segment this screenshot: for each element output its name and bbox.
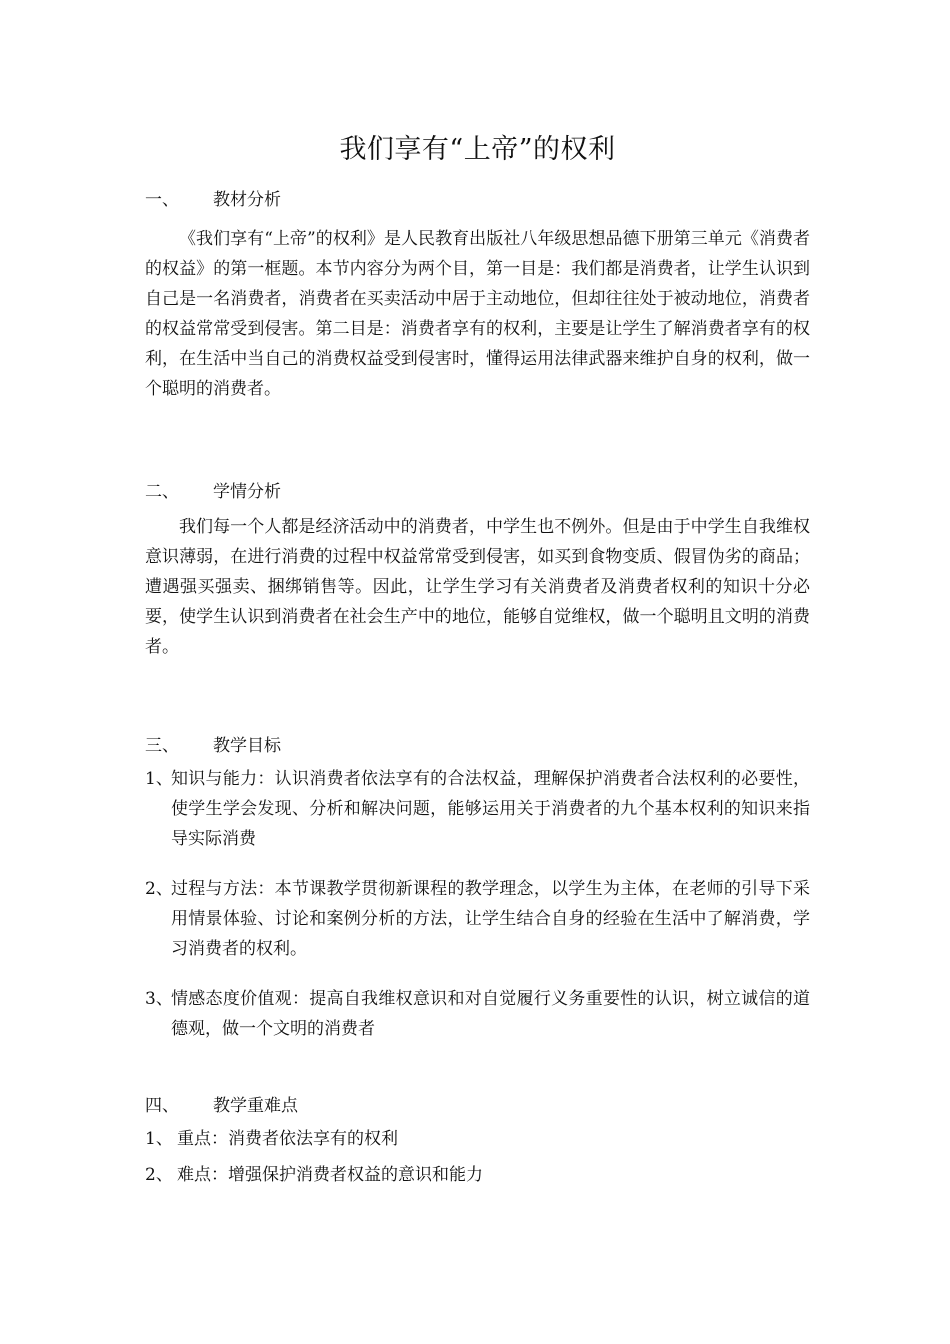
section-heading-3: [145, 734, 281, 758]
document-title: 我们享有“上帝”的权利: [339, 134, 616, 165]
list-item-text: 重点：消费者依法享有的权利: [177, 1129, 398, 1149]
section-paragraph-2: 我们每一个人都是经济活动中的消费者，中学生也不例外。但是由于中学生自我维权意识薄弱，在进行消费的过程中权益常常受到侵害，如买到食物变质、假冒伪劣的商品；遭遇强买强卖、捆绑销售等。因此，让学生学习有关消费者及消费者权利的知识十分必要，使学生认识到消费者在社会生产中的地位，能够自觉维权，做一个聪明且文明的消费者。: [145, 517, 810, 657]
list-item: [145, 764, 810, 854]
section-number: 一、: [145, 190, 179, 210]
list-item: [145, 984, 810, 1044]
list-marker: 2、: [145, 879, 173, 899]
list-marker: 1、: [145, 1129, 173, 1149]
section-title: 教学重难点: [213, 1096, 298, 1116]
section-number: 三、: [145, 736, 179, 756]
section-heading-4: [145, 1094, 298, 1118]
list-marker: 2、: [145, 1165, 173, 1185]
list-item: [145, 1124, 810, 1154]
section-number: 二、: [145, 482, 179, 502]
list-item-text: 知识与能力：认识消费者依法享有的合法权益，理解保护消费者合法权利的必要性，使学生学会发现、分析和解决问题，能够运用关于消费者的九个基本权利的知识来指导实际消费: [171, 769, 810, 849]
list-item-text: 难点：增强保护消费者权益的意识和能力: [177, 1165, 483, 1185]
section-title: 学情分析: [213, 482, 281, 502]
section-heading-1: [145, 188, 281, 212]
section-title: 教学目标: [213, 736, 281, 756]
section-heading-2: [145, 480, 281, 504]
list-marker: 3、: [145, 989, 173, 1009]
list-item-text: 情感态度价值观：提高自我维权意识和对自觉履行义务重要性的认识，树立诚信的道德观，做一个文明的消费者: [171, 989, 810, 1039]
section-title: 教材分析: [213, 190, 281, 210]
section-number: 四、: [145, 1096, 179, 1116]
list-item: [145, 1160, 810, 1190]
list-marker: 1、: [145, 769, 173, 789]
list-item: [145, 874, 810, 964]
section-paragraph-1: 《我们享有“上帝”的权利》是人民教育出版社八年级思想品德下册第三单元《消费者的权益》的第一框题。本节内容分为两个目，第一目是：我们都是消费者，让学生认识到自己是一名消费者，消费者在买卖活动中居于主动地位，但却往往处于被动地位，消费者的权益常常受到侵害。第二目是：消费者享有的权利，主要是让学生了解消费者享有的权利，在生活中当自己的消费权益受到侵害时，懂得运用法律武器来维护自身的权利，做一个聪明的消费者。: [145, 229, 810, 399]
list-item-text: 过程与方法：本节课教学贯彻新课程的教学理念，以学生为主体，在老师的引导下采用情景体验、讨论和案例分析的方法，让学生结合自身的经验在生活中了解消费，学习消费者的权利。: [171, 879, 810, 959]
